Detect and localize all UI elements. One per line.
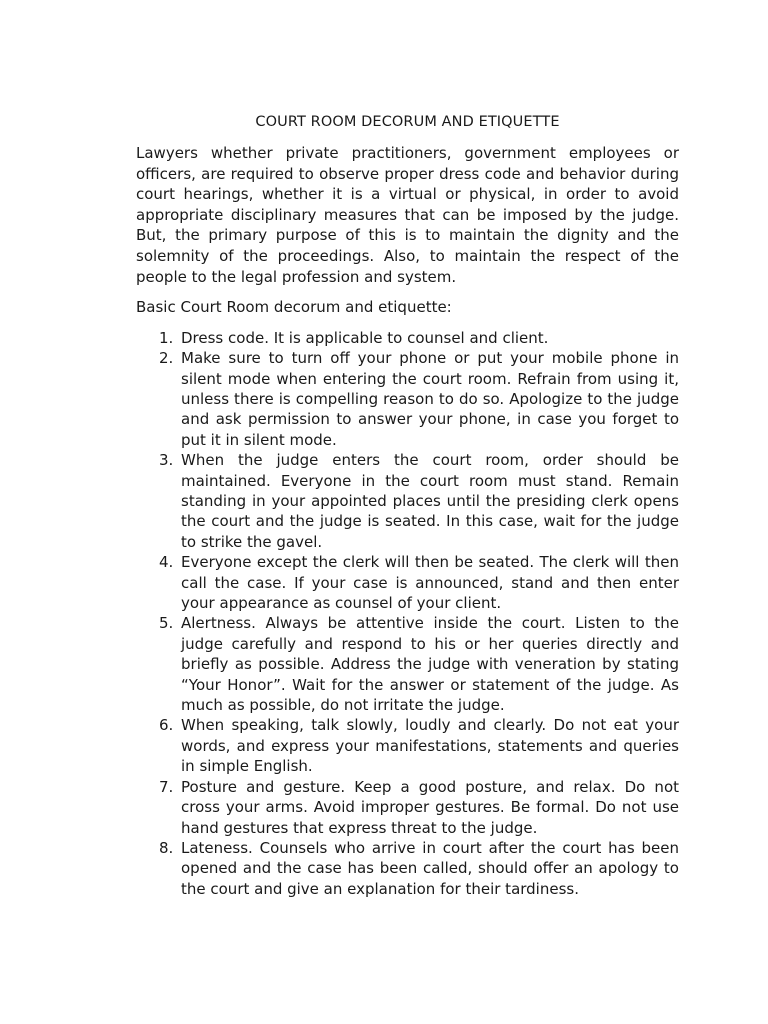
list-item bbox=[136, 450, 679, 552]
list-item-text: When the judge enters the court room, order should be maintained. Everyone in the court room must stand. Remain standing in your appointed places until the presiding clerk opens the court and the judge is seated. In this case, wait for the judge to strike the gavel. bbox=[181, 451, 679, 551]
list-item-number: 4. bbox=[159, 553, 174, 572]
document-title: COURT ROOM DECORUM AND ETIQUETTE bbox=[255, 114, 560, 130]
list-item-number: 5. bbox=[159, 614, 174, 633]
list-item bbox=[136, 613, 679, 715]
list-item-number: 3. bbox=[159, 451, 174, 470]
list-item-text: Make sure to turn off your phone or put your mobile phone in silent mode when entering the court room. Refrain from using it, unless there is compelling reason to do so. Apologize to the judge and ask permission to answer your phone, in case you forget to put it in silent mode. bbox=[181, 349, 679, 449]
etiquette-list bbox=[136, 328, 679, 899]
list-item-number: 7. bbox=[159, 777, 174, 796]
list-item bbox=[136, 838, 679, 899]
list-item bbox=[136, 348, 679, 450]
document-page bbox=[136, 112, 679, 899]
list-item-text: When speaking, talk slowly, loudly and clearly. Do not eat your words, and express your manifestations, statements and queries in simple English. bbox=[181, 716, 679, 776]
list-heading: Basic Court Room decorum and etiquette: bbox=[136, 298, 452, 317]
list-item bbox=[136, 552, 679, 613]
list-item bbox=[136, 777, 679, 838]
list-item-text: Lateness. Counsels who arrive in court after the court has been opened and the case has been called, should offer an apology to the court and give an explanation for their tardiness. bbox=[181, 838, 679, 898]
list-item-text: Alertness. Always be attentive inside the court. Listen to the judge carefully and respond to his or her queries directly and briefly as possible. Address the judge with veneration by stating “Your Honor”. Wait for the answer or statement of the judge. As much as possible, do not irritate the judge. bbox=[181, 614, 679, 715]
list-item bbox=[136, 328, 679, 348]
list-item-text: Posture and gesture. Keep a good posture, and relax. Do not cross your arms. Avoid improper gestures. Be formal. Do not use hand gestures that express threat to the judge. bbox=[181, 777, 679, 837]
list-item bbox=[136, 715, 679, 776]
list-item-number: 1. bbox=[159, 328, 174, 347]
list-item-number: 2. bbox=[159, 349, 174, 368]
list-item-text: Everyone except the clerk will then be seated. The clerk will then call the case. If your case is announced, stand and then enter your appearance as counsel of your client. bbox=[181, 553, 679, 613]
list-item-text: Dress code. It is applicable to counsel and client. bbox=[181, 328, 549, 347]
list-item-number: 6. bbox=[159, 716, 174, 735]
list-item-number: 8. bbox=[159, 838, 174, 857]
intro-paragraph: Lawyers whether private practitioners, government employees or officers, are required to observe proper dress code and behavior during court hearings, whether it is a virtual or physical, in order to avoid appropriate disciplinary measures that can be imposed by the judge. But, the primary purpose of this is to maintain the dignity and the solemnity of the proceedings. Also, to maintain the respect of the people to the legal profession and system. bbox=[136, 144, 679, 286]
